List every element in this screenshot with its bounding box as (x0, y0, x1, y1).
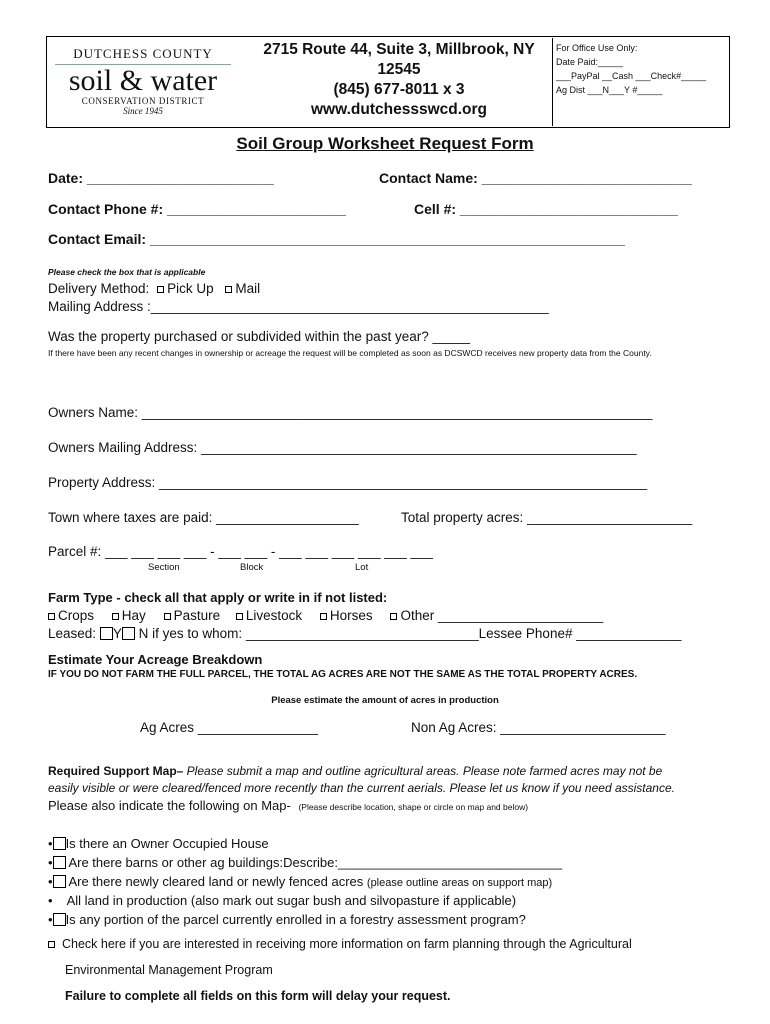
non-ag-acres-field[interactable]: Non Ag Acres: ______________________ (411, 720, 666, 735)
phone: (845) 677-8011 x 3 (333, 81, 465, 98)
item-forestry (48, 912, 526, 927)
forestry-label: Is any portion of the parcel currently enrolled in a forestry assessment program? (65, 912, 526, 927)
support-map-line1 (48, 764, 662, 778)
cell-field[interactable]: Cell #: ____________________________ (414, 201, 678, 217)
mail-checkbox[interactable] (225, 286, 232, 293)
parcel-field[interactable]: Parcel #: ___ ___ ___ ___ - ___ ___ - ___ ___ ___ ___ ___ ___ (48, 544, 434, 559)
purchased-note: If there have been any recent changes in ownership or acreage the request will be completed as soon as DCSWCD receives new property data from the County. (48, 348, 652, 358)
crops-label: Crops (58, 608, 95, 623)
bullet-icon: • (48, 836, 53, 851)
aem-checkbox[interactable] (48, 941, 55, 948)
total-acres-field[interactable]: Total property acres: ______________________ (401, 510, 693, 525)
hay-label: Hay (121, 608, 146, 623)
forestry-checkbox[interactable] (53, 913, 66, 926)
cleared-label: Are there newly cleared land or newly fenced acres (65, 874, 367, 889)
owner-occupied-checkbox[interactable] (53, 837, 66, 850)
crops-checkbox[interactable] (48, 613, 55, 620)
cleared-note: (please outline areas on support map) (366, 877, 553, 889)
contact-name-field[interactable]: Contact Name: ___________________________ (379, 170, 692, 186)
check-note: Please check the box that is applicable (48, 267, 206, 277)
farm-type-options (48, 608, 603, 623)
if-yes-field[interactable]: if yes to whom: _______________________________ (152, 626, 479, 641)
hay-checkbox[interactable] (112, 613, 119, 620)
aem-line1 (48, 937, 632, 951)
barns-checkbox[interactable] (53, 856, 66, 869)
leased-yes-checkbox[interactable] (100, 627, 113, 640)
purchased-question[interactable]: Was the property purchased or subdivided within the past year? _____ (48, 329, 471, 344)
block-label: Block (240, 562, 264, 573)
leased-no-checkbox[interactable] (122, 627, 135, 640)
logo-since: Since 1945 (123, 106, 163, 116)
livestock-checkbox[interactable] (236, 613, 243, 620)
cleared-checkbox[interactable] (53, 875, 66, 888)
mail-label: Mail (235, 281, 261, 296)
support-map-text1: Please submit a map and outline agricultural areas. Please note farmed acres may not be (183, 764, 663, 778)
acreage-heading: Estimate Your Acreage Breakdown (48, 652, 263, 667)
mailing-address-field[interactable]: Mailing Address :_____________________________________________________ (48, 299, 549, 314)
indicate-label: Please also indicate the following on Map- (48, 798, 291, 813)
bullet-icon: • (48, 874, 53, 889)
website: www.dutchessswcd.org (311, 101, 487, 118)
support-map-text2: easily visible or were cleared/fenced more recently than the current aerials. Please let us know if you need assistance. (48, 781, 675, 795)
acreage-warning: IF YOU DO NOT FARM THE FULL PARCEL, THE TOTAL AG ACRES ARE NOT THE SAME AS THE TOTAL PROPERTY ACRES. (48, 669, 638, 680)
owners-mailing-field[interactable]: Owners Mailing Address: __________________________________________________________ (48, 440, 637, 455)
pickup-label: Pick Up (167, 281, 214, 296)
leased-row (48, 626, 681, 641)
bullet-icon: • (48, 893, 53, 908)
other-label[interactable]: Other ______________________ (400, 608, 604, 623)
pasture-checkbox[interactable] (164, 613, 171, 620)
office-date: Date Paid:_____ (556, 57, 624, 67)
ag-acres-field[interactable]: Ag Acres ________________ (140, 720, 318, 735)
office-pay: ___PayPal __Cash ___Check#_____ (556, 71, 707, 81)
item-all-land (48, 893, 516, 908)
office-ag: Ag Dist ___N___Y #_____ (556, 85, 663, 95)
item-owner-occupied (48, 836, 269, 851)
date-field[interactable]: Date: ________________________ (48, 170, 274, 186)
estimate-note: Please estimate the amount of acres in production (271, 695, 499, 706)
barns-label[interactable]: Are there barns or other ag buildings:Describe:_______________________________ (65, 855, 563, 870)
contact-phone-field[interactable]: Contact Phone #: _______________________ (48, 201, 347, 217)
form-title: Soil Group Worksheet Request Form (236, 134, 534, 153)
property-address-field[interactable]: Property Address: _________________________________________________________________ (48, 475, 648, 490)
address-line2: 12545 (377, 61, 421, 78)
leased-label: Leased: (48, 626, 97, 641)
lot-label: Lot (355, 562, 369, 573)
office-address (240, 40, 558, 120)
support-map-heading: Required Support Map– (48, 764, 184, 778)
leased-no-label: N (138, 626, 149, 641)
aem-label: Check here if you are interested in receiving more information on farm planning through the Agricultural (62, 937, 632, 951)
delivery-method (48, 281, 260, 296)
owners-name-field[interactable]: Owners Name: ____________________________________________________________________ (48, 405, 653, 420)
lessee-phone-field[interactable]: Lessee Phone# ______________ (478, 626, 682, 641)
contact-email-field[interactable]: Contact Email: _____________________________________________________________ (48, 231, 625, 247)
all-land-label: All land in production (also mark out sugar bush and silvopasture if applicable) (66, 893, 517, 908)
horses-checkbox[interactable] (320, 613, 327, 620)
item-cleared (48, 874, 552, 889)
logo-county: DUTCHESS COUNTY (73, 46, 213, 61)
logo-main: soil & water (68, 64, 218, 97)
horses-label: Horses (329, 608, 373, 623)
owner-occupied-label: Is there an Owner Occupied House (65, 836, 269, 851)
district-logo (48, 40, 238, 126)
logo-sub: CONSERVATION DISTRICT (81, 96, 205, 106)
town-field[interactable]: Town where taxes are paid: ___________________ (48, 510, 359, 525)
delivery-label: Delivery Method: (48, 281, 150, 296)
other-checkbox[interactable] (390, 613, 397, 620)
livestock-label: Livestock (245, 608, 303, 623)
bullet-icon: • (48, 855, 53, 870)
aem-line2: Environmental Management Program (65, 963, 273, 977)
section-label: Section (148, 562, 180, 573)
pickup-checkbox[interactable] (157, 286, 164, 293)
bullet-icon: • (48, 912, 53, 927)
office-use-box (552, 38, 730, 126)
indicate-note: (Please describe location, shape or circle on map and below) (298, 802, 529, 812)
pasture-label: Pasture (173, 608, 221, 623)
office-title: For Office Use Only: (556, 43, 638, 53)
leased-yes-label: Y (112, 626, 122, 641)
item-barns (48, 855, 562, 870)
farm-type-heading: Farm Type - check all that apply or write in if not listed: (48, 590, 388, 605)
indicate-line (48, 798, 528, 813)
address-line1: 2715 Route 44, Suite 3, Millbrook, NY (263, 41, 535, 58)
footer-warning: Failure to complete all fields on this form will delay your request. (65, 989, 451, 1003)
